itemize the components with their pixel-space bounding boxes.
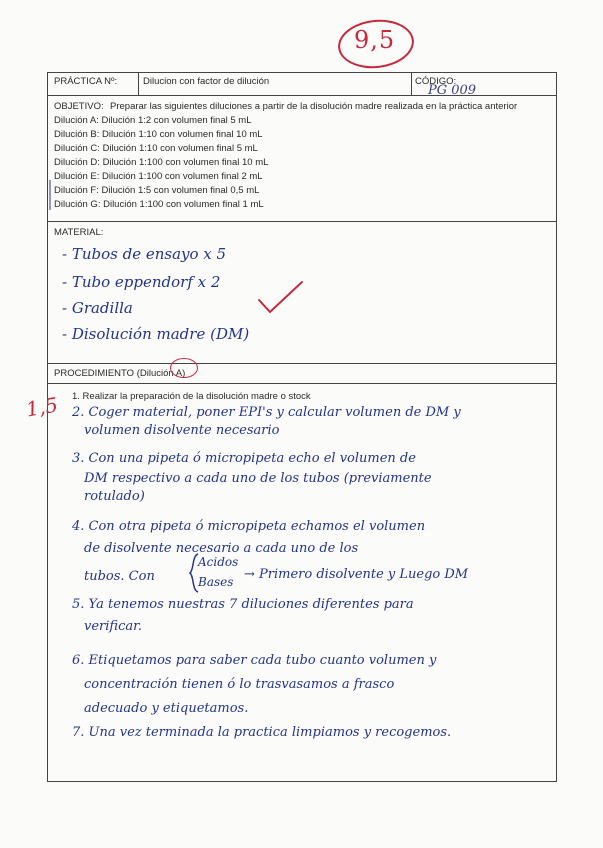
dilution-item: Dilución F: Dilución 1:5 con volumen final 0,5 mL xyxy=(54,185,260,196)
procedure-line: Bases xyxy=(198,575,234,589)
procedure-line: → Primero disolvente y Luego DM xyxy=(244,567,469,582)
procedure-line: 5. Ya tenemos nuestras 7 diluciones diferentes para xyxy=(72,597,414,612)
practica-label: PRÁCTICA Nº: xyxy=(54,76,118,87)
procedure-line: volumen disolvente necesario xyxy=(84,423,280,438)
procedure-line: DM respectivo a cada uno de los tubos (previamente xyxy=(84,471,432,486)
procedure-line: adecuado y etiquetamos. xyxy=(84,701,249,716)
procedure-line: 2. Coger material, poner EPI's y calcular volumen de DM y xyxy=(72,405,461,420)
procedure-line: Acidos xyxy=(198,555,239,569)
material-item: - Tubos de ensayo x 5 xyxy=(62,245,227,263)
row-divider xyxy=(48,363,556,364)
procedure-line: de disolvente necesario a cada uno de los xyxy=(84,541,359,556)
dilution-item: Dilución C: Dilución 1:10 con volumen final 5 mL xyxy=(54,143,258,154)
procedure-line: rotulado) xyxy=(84,489,145,504)
codigo-label: CÓDIGO: xyxy=(415,76,457,87)
procedure-line: 3. Con una pipeta ó micropipeta echo el volumen de xyxy=(72,451,416,466)
procedure-line: verificar. xyxy=(84,619,143,634)
margin-tick-icon xyxy=(47,180,53,210)
row-divider xyxy=(48,383,556,384)
procedure-line: tubos. Con xyxy=(84,569,155,584)
checkmark-icon xyxy=(256,278,306,318)
material-item: - Disolución madre (DM) xyxy=(62,325,250,343)
codigo-value: PG 009 xyxy=(428,83,477,98)
procedure-line: concentración tienen ó lo trasvasamos a frasco xyxy=(84,677,395,692)
practica-title: Dilucion con factor de dilución xyxy=(143,76,270,87)
dilution-item: Dilución A: Dilución 1:2 con volumen final 5 mL xyxy=(54,115,252,126)
row-divider xyxy=(48,95,556,96)
header-divider xyxy=(411,73,412,95)
dilution-item: Dilución D: Dilución 1:100 con volumen final 10 mL xyxy=(54,157,269,168)
procedure-line: 7. Una vez terminada la practica limpiamos y recogemos. xyxy=(72,725,452,740)
margin-score: 1,5 xyxy=(24,392,60,422)
grade: 9,5 xyxy=(354,26,396,54)
procedure-line: 4. Con otra pipeta ó micropipeta echamos el volumen xyxy=(72,519,426,534)
brace-icon xyxy=(188,552,200,594)
material-item: - Gradilla xyxy=(62,299,133,317)
practice-form xyxy=(47,72,557,782)
highlight-circle xyxy=(170,358,198,378)
row-divider xyxy=(48,221,556,222)
objetivo-label: OBJETIVO: xyxy=(54,101,104,112)
material-label: MATERIAL: xyxy=(54,227,104,238)
dilution-item: Dilución B: Dilución 1:10 con volumen final 10 mL xyxy=(54,129,263,140)
procedimiento-label: PROCEDIMIENTO (Dilución A) xyxy=(54,368,186,379)
procedure-line: 6. Etiquetamos para saber cada tubo cuanto volumen y xyxy=(72,653,437,668)
material-item: - Tubo eppendorf x 2 xyxy=(62,273,221,291)
header-divider xyxy=(138,73,139,95)
dilution-item: Dilución G: Dilución 1:100 con volumen final 1 mL xyxy=(54,199,264,210)
objetivo-text: Preparar las siguientes diluciones a partir de la disolución madre realizada en la práctica anterior xyxy=(110,101,518,112)
dilution-item: Dilución E: Dilución 1:100 con volumen final 2 mL xyxy=(54,171,263,182)
procedure-step: 1. Realizar la preparación de la disolución madre o stock xyxy=(72,391,311,402)
